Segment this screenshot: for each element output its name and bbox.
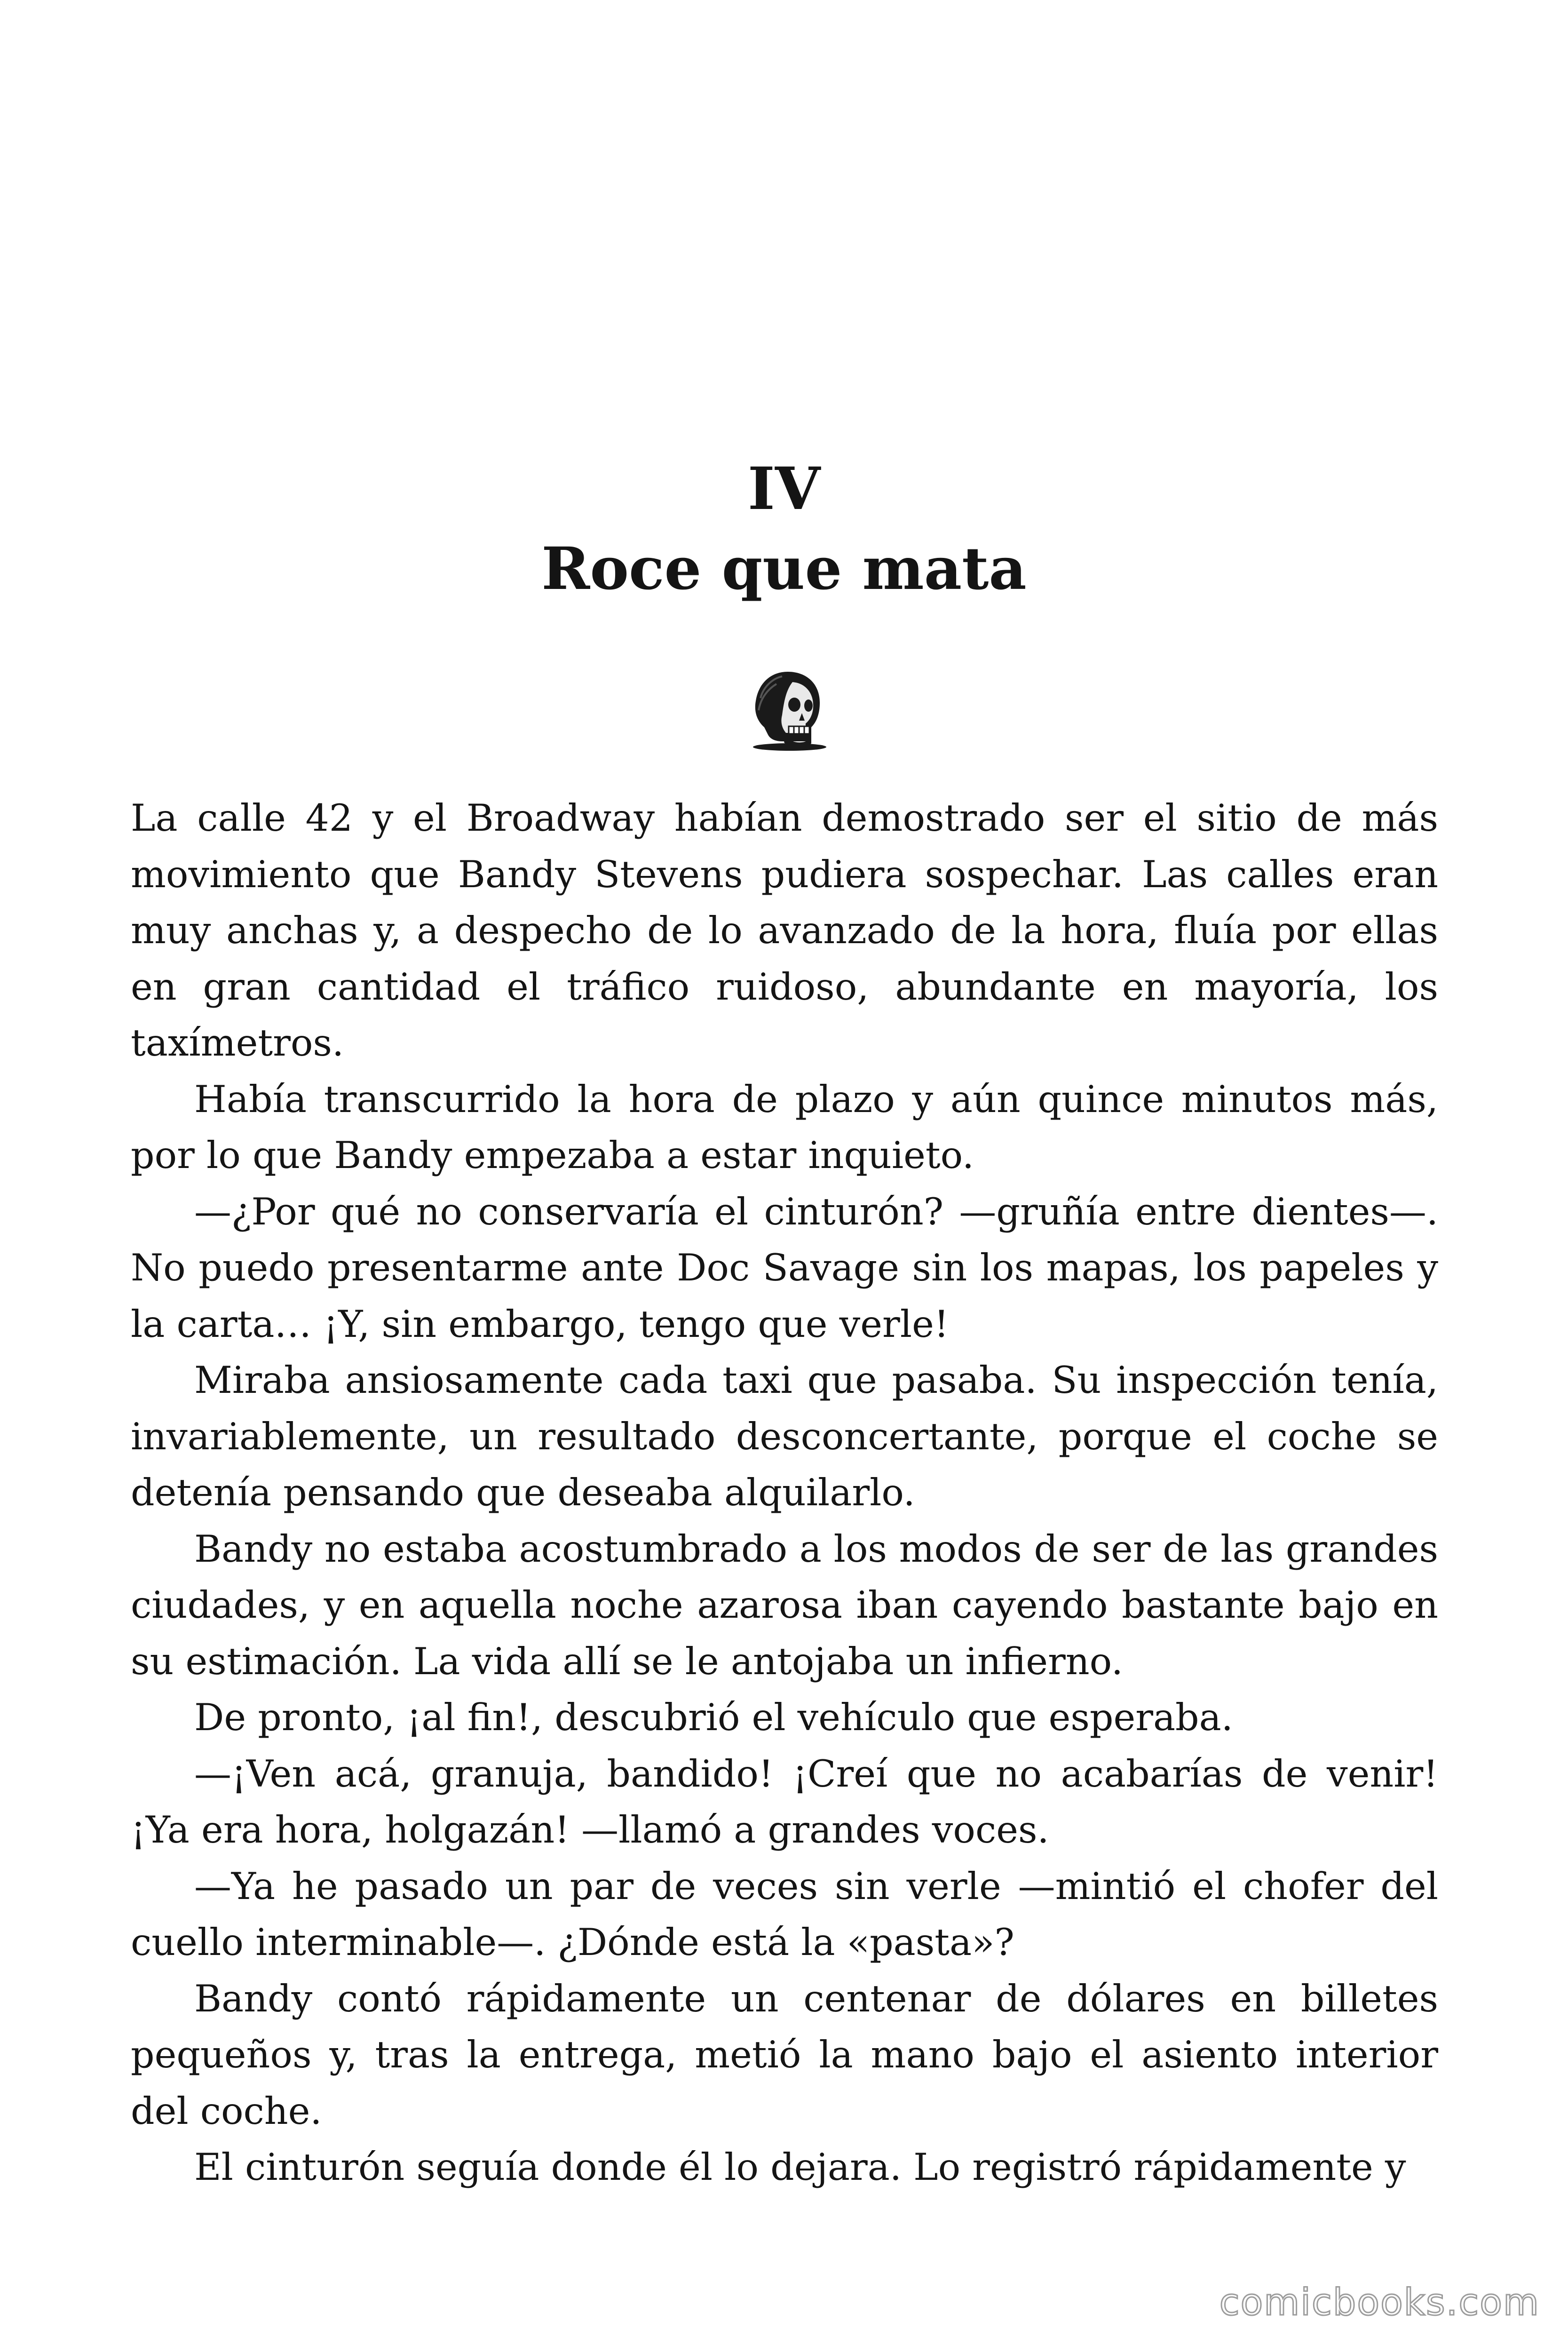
paragraph: El cinturón seguía donde él lo dejara. Lo registró rápidamente y (194, 2145, 1406, 2189)
watermark: comicbooks.com (1219, 2281, 1540, 2324)
paragraph: Miraba ansiosamente cada taxi que pasaba. Su inspección tenía, invariablemente, un resultado desconcertante, porque el coche se detenía pensando que deseaba alquilarlo. (131, 1359, 1438, 1514)
paragraph: Bandy contó rápidamente un centenar de dólares en billetes pequeños y, tras la entrega, metió la mano bajo el asiento interior del coche. (131, 1977, 1438, 2133)
chapter-title: Roce que mata (541, 535, 1027, 603)
paragraph: —¡Ven acá, granuja, bandido! ¡Creí que no acabarías de venir! ¡Ya era hora, holgazán! —llamó a grandes voces. (131, 1752, 1438, 1851)
chapter-body (131, 790, 1438, 2196)
skull-icon (737, 668, 831, 753)
chapter-number: IV (747, 455, 821, 523)
paragraph: Bandy no estaba acostumbrado a los modos de ser de las grandes ciudades, y en aquella noche azarosa iban cayendo bastante bajo en su estimación. La vida allí se le antojaba un infierno. (131, 1527, 1438, 1683)
paragraph: De pronto, ¡al fin!, descubrió el vehículo que esperaba. (194, 1696, 1233, 1739)
paragraph: —¿Por qué no conservaría el cinturón? —gruñía entre dientes—. No puedo presentarme ante Doc Savage sin los mapas, los papeles y la carta… ¡Y, sin embargo, tengo que verle! (131, 1190, 1438, 1346)
paragraph: La calle 42 y el Broadway habían demostrado ser el sitio de más movimiento que Bandy Stevens pudiera sospechar. Las calles eran muy anchas y, a despecho de lo avanzado de la hora, fluía por ellas en gran cantidad el tráfico ruidoso, abundante en mayoría, los taxímetros. (131, 796, 1438, 1065)
paragraph: —Ya he pasado un par de veces sin verle —mintió el chofer del cuello interminable—. ¿Dónde está la «pasta»? (131, 1864, 1438, 1964)
paragraph: Había transcurrido la hora de plazo y aún quince minutos más, por lo que Bandy empezaba a estar inquieto. (131, 1077, 1438, 1177)
